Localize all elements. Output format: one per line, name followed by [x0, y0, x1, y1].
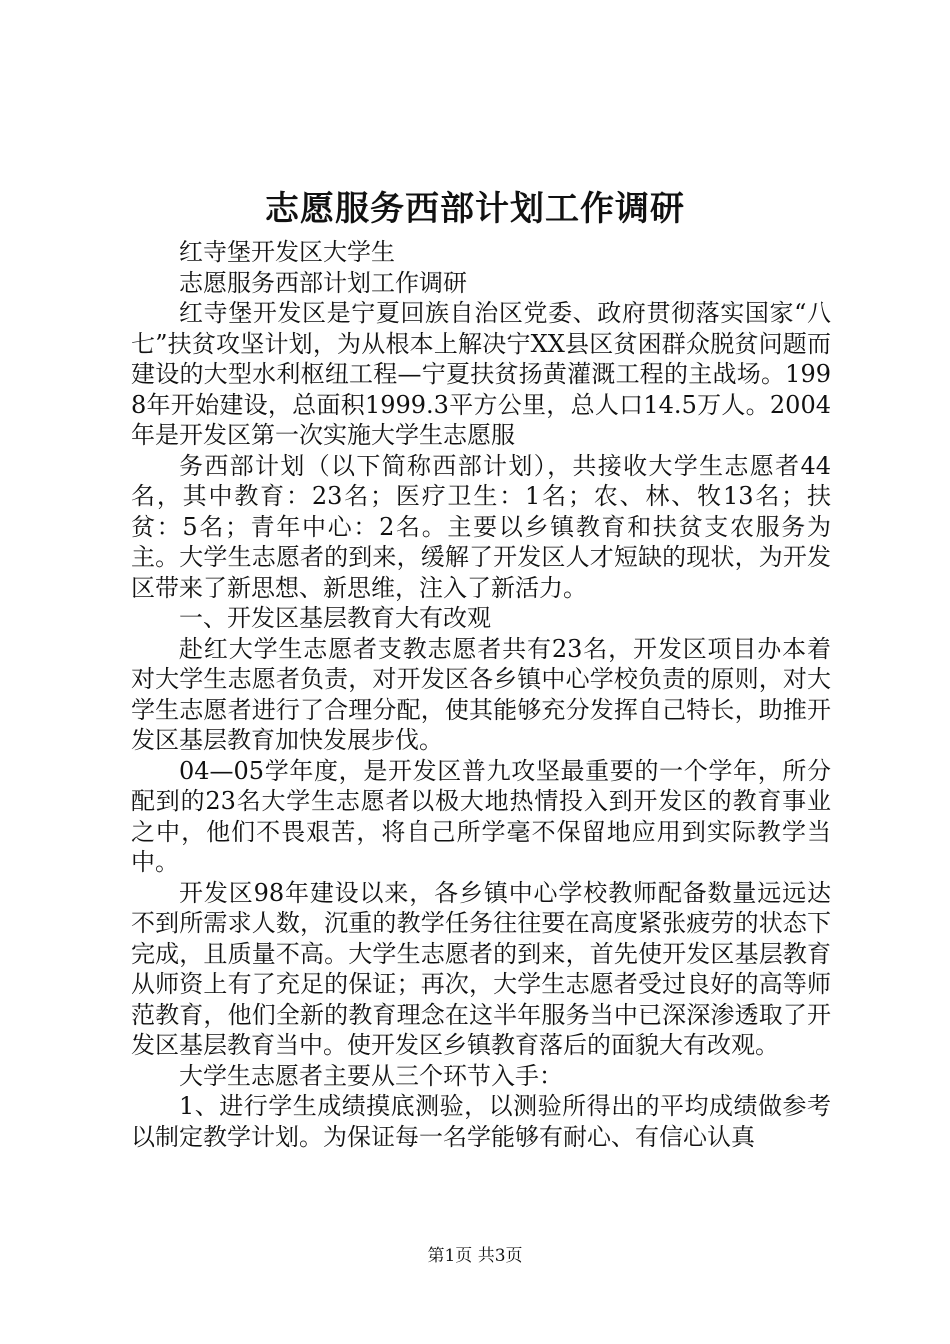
document-body — [131, 237, 831, 1152]
paragraph: 赴红大学生志愿者支教志愿者共有23名，开发区项目办本着对大学生志愿者负责，对开发区各乡镇中心学校负责的原则，对大学生志愿者进行了合理分配，使其能够充分发挥自己特长，助推开发区基层教育加快发展步伐。 — [131, 634, 831, 754]
paragraph: 04—05学年度，是开发区普九攻坚最重要的一个学年，所分配到的23名大学生志愿者以极大地热情投入到开发区的教育事业之中，他们不畏艰苦，将自己所学毫不保留地应用到实际教学当中。 — [131, 756, 831, 876]
paragraph: 开发区98年建设以来，各乡镇中心学校教师配备数量远远达不到所需求人数，沉重的教学任务往往要在高度紧张疲劳的状态下完成，且质量不高。大学生志愿者的到来，首先使开发区基层教育从师资上有了充足的保证；再次，大学生志愿者受过良好的高等师范教育，他们全新的教育理念在这半年服务当中已深深渗透取了开发区基层教育当中。使开发区乡镇教育落后的面貌大有改观。 — [131, 878, 831, 1059]
page-footer: 第1页 共3页 — [427, 1246, 523, 1266]
document-title: 志愿服务西部计划工作调研 — [265, 189, 685, 229]
paragraph: 1、进行学生成绩摸底测验，以测验所得出的平均成绩做参考以制定教学计划。为保证每一名学能够有耐心、有信心认真 — [131, 1092, 831, 1151]
paragraph: 务西部计划（以下简称西部计划），共接收大学生志愿者44名，其中教育：23名；医疗卫生：1名；农、林、牧13名；扶贫：5名；青年中心：2名。主要以乡镇教育和扶贫支农服务为主。大学生志愿者的到来，缓解了开发区人才短缺的现状，为开发区带来了新思想、新思维，注入了新活力。 — [131, 451, 831, 602]
paragraph: 志愿服务西部计划工作调研 — [179, 268, 467, 297]
paragraph: 大学生志愿者主要从三个环节入手： — [179, 1061, 563, 1090]
paragraph: 红寺堡开发区大学生 — [179, 238, 395, 266]
section-heading: 一、开发区基层教育大有改观 — [179, 604, 491, 632]
paragraph: 红寺堡开发区是宁夏回族自治区党委、政府贯彻落实国家“八七”扶贫攻坚计划，为从根本上解决宁XX县区贫困群众脱贫问题而建设的大型水利枢纽工程—宁夏扶贫扬黄灌溉工程的主战场。1998年开始建设，总面积1999.3平方公里，总人口14.5万人。2004年是开发区第一次实施大学生志愿服 — [131, 299, 831, 449]
